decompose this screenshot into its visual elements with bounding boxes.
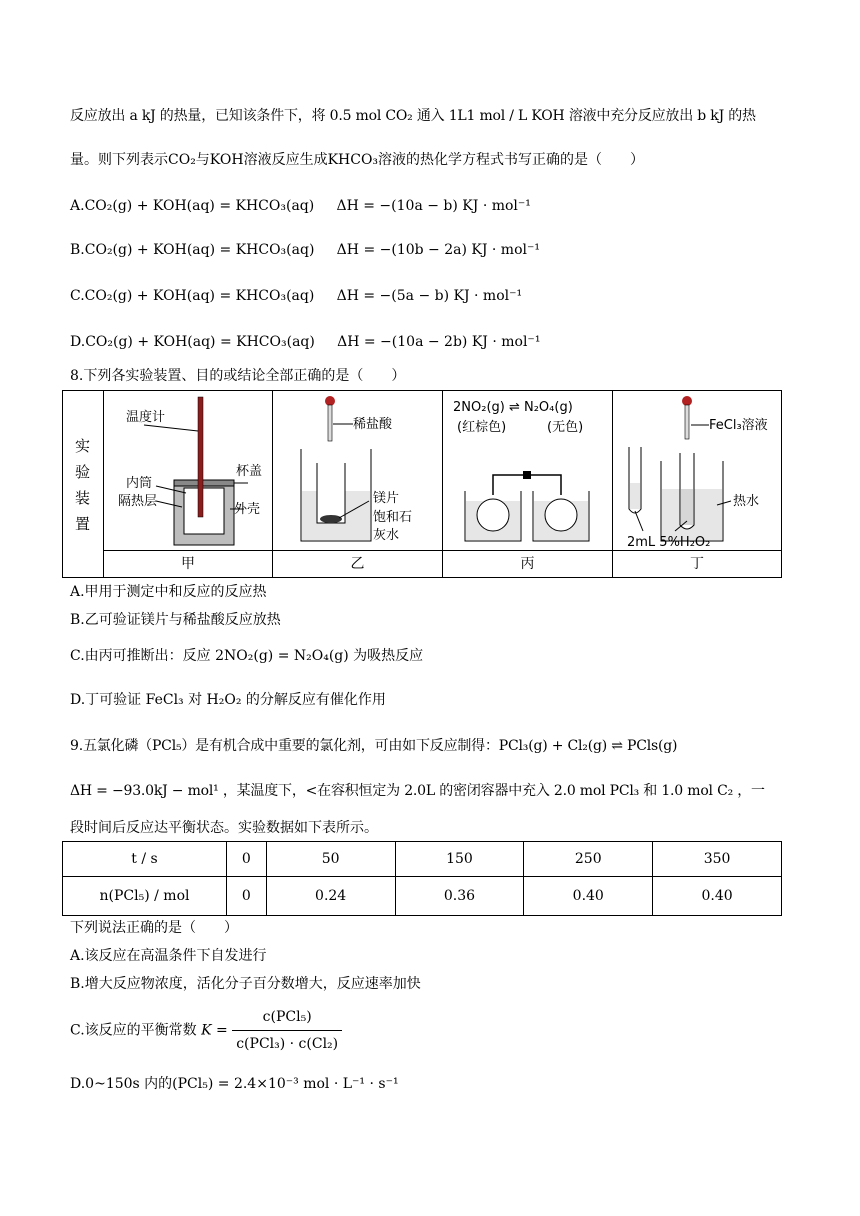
leader-line [635, 511, 643, 531]
table-cell: 0.40 [524, 877, 653, 916]
caption-ding: 丁 [613, 550, 781, 577]
option-enthalpy: ΔH = −(10a − b) KJ · mol⁻¹ [336, 198, 531, 214]
magnesium-strip-icon [320, 515, 342, 523]
apparatus-table [62, 390, 782, 578]
apparatus-yi [273, 391, 443, 577]
caption-bing: 丙 [443, 550, 612, 577]
beaker-magnesium-diagram [273, 391, 442, 551]
table-header-cell: t / s [63, 842, 227, 877]
q9-stem-2: ΔH = −93.0kJ − mol¹ ，某温度下，<在容积恒定为 2.0L 的密闭容器中充入 2.0 mol PCl₃ 和 1.0 mol C₂ ，一 [70, 783, 765, 799]
calorimeter-diagram [104, 391, 272, 551]
dropper-bulb-icon [682, 396, 692, 406]
label-hot-water: 热水 [733, 494, 760, 509]
fecl3-catalysis-diagram [613, 391, 781, 551]
table-row [63, 877, 782, 916]
option-enthalpy: ΔH = −(10b − 2a) KJ · mol⁻¹ [336, 242, 540, 258]
q7-option-a [70, 196, 531, 216]
intro-line-1: 反应放出 a kJ 的热量，已知该条件下，将 0.5 mol CO₂ 通入 1L1 mol / L KOH 溶液中充分反应放出 b kJ 的热 [70, 108, 756, 124]
label-inner-cup: 内筒 [126, 476, 153, 491]
caption-yi: 乙 [273, 550, 442, 577]
option-enthalpy: ΔH = −(5a − b) KJ · mol⁻¹ [336, 288, 523, 304]
option-equation: CO₂(g) + KOH(aq) = KHCO₃(aq) [85, 334, 315, 350]
option-label: B. [70, 242, 85, 258]
label-limewater-2: 灰水 [373, 528, 400, 543]
option-equation: CO₂(g) + KOH(aq) = KHCO₃(aq) [84, 198, 315, 214]
leader-line [144, 425, 198, 431]
apparatus-ding [613, 391, 781, 577]
q8-option-c: C.由丙可推断出：反应 2NO₂(g) = N₂O₄(g) 为吸热反应 [70, 648, 424, 664]
test-tube-shape [317, 463, 345, 523]
right-flask-shape [545, 499, 577, 531]
clamp-icon [523, 471, 531, 479]
dropper-tube-icon [328, 405, 332, 441]
option-label: C. [70, 288, 85, 304]
dropper-tube-icon [685, 405, 689, 439]
label-insulation: 隔热层 [118, 494, 158, 509]
table-cell: 0.40 [653, 877, 782, 916]
label-acid: 稀盐酸 [353, 417, 393, 432]
table-cell: n(PCl₅) / mol [63, 877, 227, 916]
option-label: A. [70, 198, 85, 214]
label-thermometer: 温度计 [126, 410, 166, 425]
label-magnesium: 镁片 [373, 491, 400, 506]
q9-option-d: D.0~150s 内的(PCl₅) = 2.4×10⁻³ mol · L⁻¹ · s⁻¹ [70, 1076, 399, 1092]
q7-option-b [70, 240, 540, 260]
left-flask-shape [477, 499, 509, 531]
q8-option-a: A.甲用于测定中和反应的反应热 [70, 584, 267, 600]
option-enthalpy: ΔH = −(10a − 2b) KJ · mol⁻¹ [337, 334, 541, 350]
equilibrium-fraction [232, 1006, 342, 1055]
equilibrium-constant-symbol: K = [201, 1022, 228, 1039]
option-equation: CO₂(g) + KOH(aq) = KHCO₃(aq) [84, 288, 315, 304]
fraction-denominator: c(PCl₃) · c(Cl₂) [236, 1036, 339, 1052]
table-header-cell: 150 [395, 842, 524, 877]
apparatus-jia [104, 391, 273, 577]
side-char: 实 [75, 437, 91, 455]
label-fecl3: FeCl₃溶液 [709, 418, 768, 433]
option-equation: CO₂(g) + KOH(aq) = KHCO₃(aq) [84, 242, 315, 258]
table-header-cell: 350 [653, 842, 782, 877]
inner-cup-shape [184, 488, 224, 534]
caption-jia: 甲 [104, 550, 272, 577]
q8-stem: 8.下列各实验装置、目的或结论全部正确的是（ ） [70, 368, 406, 384]
label-right-color: (无色) [547, 420, 584, 435]
q9-stem-1: 9.五氯化磷（PCl₅）是有机合成中重要的氯化剂，可由如下反应制得：PCl₃(g) + Cl₂(g) ⇌ PCls(g) [70, 738, 678, 754]
q9-option-c [70, 1006, 342, 1055]
apparatus-bing [443, 391, 613, 577]
inner-tube-liquid [681, 489, 693, 525]
q7-option-d [70, 332, 540, 352]
q8-option-b: B.乙可验证镁片与稀盐酸反应放热 [70, 612, 281, 628]
q9-option-b: B.增大反应物浓度，活化分子百分数增大，反应速率加快 [70, 976, 421, 992]
table-row [63, 842, 782, 877]
table-cell: 0.36 [395, 877, 524, 916]
q9-option-a: A.该反应在高温条件下自发进行 [70, 948, 267, 964]
no2-flasks-diagram [443, 391, 612, 551]
q8-option-d: D.丁可验证 FeCl₃ 对 H₂O₂ 的分解反应有催化作用 [70, 692, 386, 708]
apparatus-side-label [63, 391, 104, 577]
fraction-numerator: c(PCl₅) [232, 1006, 342, 1031]
side-char: 置 [75, 515, 91, 533]
label-h2o2: 2mL 5%H₂O₂ [627, 535, 711, 550]
table-cell: 0.24 [266, 877, 395, 916]
label-shell: 外壳 [234, 502, 261, 517]
side-char: 装 [75, 489, 91, 507]
label-lid: 杯盖 [236, 464, 263, 479]
table-cell: 0 [227, 877, 267, 916]
table-header-cell: 0 [227, 842, 267, 877]
dropper-bulb-icon [325, 396, 335, 406]
option-c-prefix: C.该反应的平衡常数 [70, 1022, 197, 1039]
table-header-cell: 250 [524, 842, 653, 877]
thermometer-icon [198, 397, 203, 517]
label-reaction: 2NO₂(g) ⇌ N₂O₄(g) [453, 400, 573, 415]
label-left-color: (红棕色) [457, 420, 507, 435]
side-char: 验 [75, 463, 91, 481]
lid-shape [174, 480, 234, 486]
label-limewater-1: 饱和石 [373, 510, 413, 525]
q7-option-c [70, 286, 522, 306]
table-header-cell: 50 [266, 842, 395, 877]
intro-line-2: 量。则下列表示CO₂与KOH溶液反应生成KHCO₃溶液的热化学方程式书写正确的是（ ） [70, 152, 645, 168]
q9-ask: 下列说法正确的是（ ） [70, 920, 238, 936]
q9-stem-3: 段时间后反应达平衡状态。实验数据如下表所示。 [70, 820, 378, 836]
option-label: D. [70, 334, 86, 350]
left-tube-liquid [630, 483, 640, 509]
q9-data-table [62, 841, 782, 916]
